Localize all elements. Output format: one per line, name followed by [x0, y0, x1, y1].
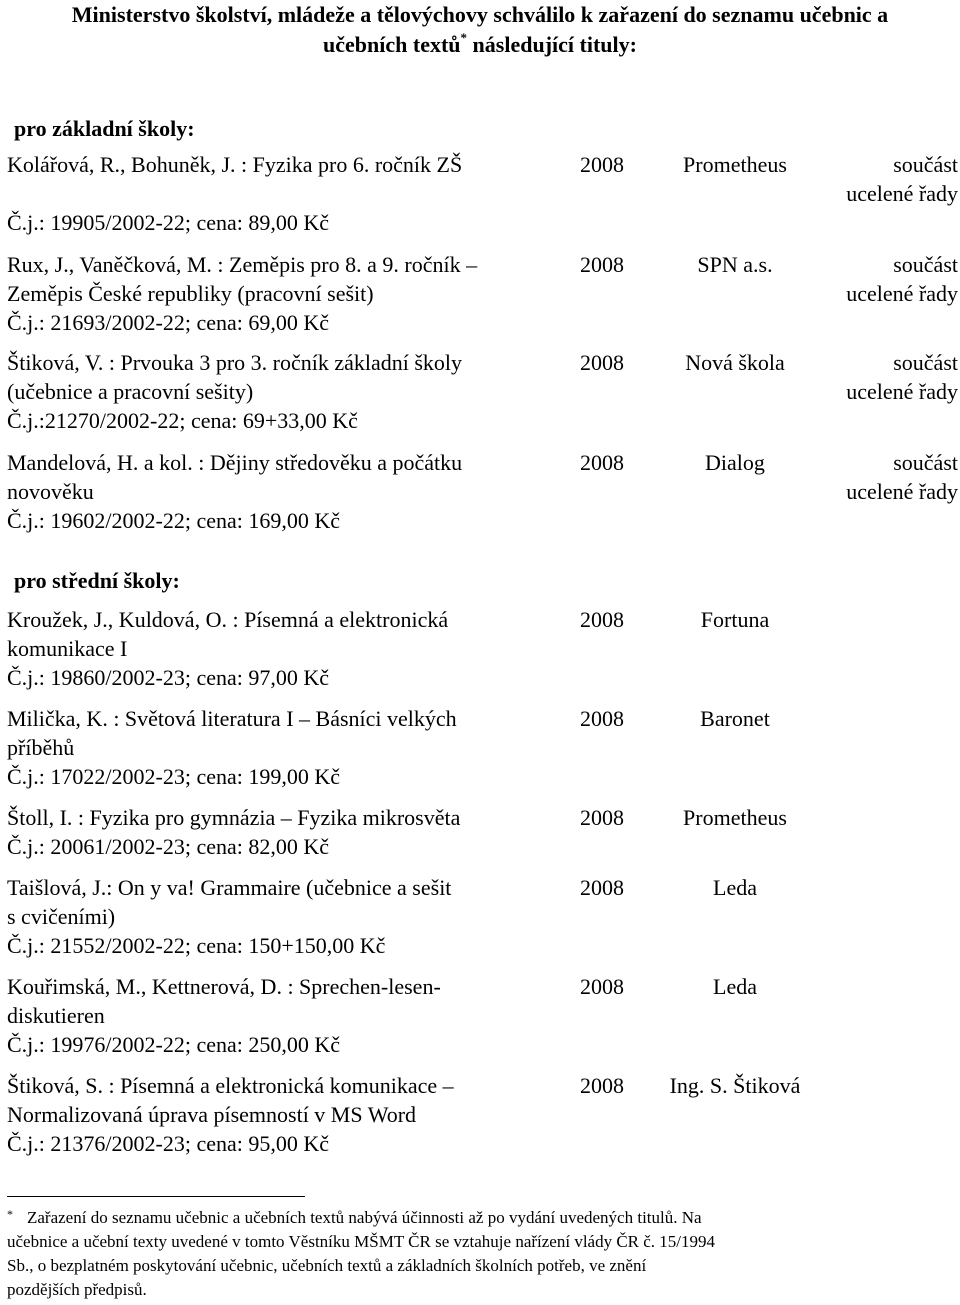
book-title-line: příběhů	[7, 735, 75, 760]
book-year: 2008	[580, 1073, 624, 1098]
footnote-mark: *	[7, 1207, 13, 1221]
book-year: 2008	[580, 252, 624, 277]
book-publisher: Leda	[713, 974, 757, 999]
book-title-line: Rux, J., Vaněčková, M. : Zeměpis pro 8. a 9. ročník –	[7, 252, 478, 277]
book-note-line: ucelené řady	[846, 181, 958, 206]
footnote-separator	[7, 1196, 305, 1197]
footnote-line	[7, 1206, 937, 1230]
book-publisher: Leda	[713, 875, 757, 900]
book-year: 2008	[580, 152, 624, 177]
book-title-line: Štiková, V. : Prvouka 3 pro 3. ročník základní školy	[7, 350, 463, 375]
book-publisher: SPN a.s.	[697, 252, 773, 277]
book-title-line: Štiková, S. : Písemná a elektronická komunikace –	[7, 1073, 454, 1098]
book-title-line: novověku	[7, 479, 94, 504]
book-note-line: ucelené řady	[846, 479, 958, 504]
section-secondary-schools: pro střední školy:	[14, 568, 180, 593]
book-title-line: Kroužek, J., Kuldová, O. : Písemná a elektronická	[7, 607, 449, 632]
footnote	[7, 1206, 937, 1302]
book-year: 2008	[580, 875, 624, 900]
book-note-line: součást	[893, 252, 958, 277]
book-title-line: Taišlová, J.: On y va! Grammaire (učebnice a sešit	[7, 875, 452, 900]
book-reference-line: Č.j.: 20061/2002-23; cena: 82,00 Kč	[7, 834, 330, 859]
book-title-line: Kouřimská, M., Kettnerová, D. : Sprechen-lesen-	[7, 974, 441, 999]
book-reference-line: Č.j.:21270/2002-22; cena: 69+33,00 Kč	[7, 408, 358, 433]
book-reference-line: Č.j.: 19976/2002-22; cena: 250,00 Kč	[7, 1032, 341, 1057]
book-year: 2008	[580, 450, 624, 475]
heading-line-2	[0, 30, 960, 60]
book-year: 2008	[580, 974, 624, 999]
book-title-line: Mandelová, H. a kol. : Dějiny středověku a počátku	[7, 450, 463, 475]
book-title-line: diskutieren	[7, 1003, 105, 1028]
book-year: 2008	[580, 706, 624, 731]
book-title-line: s cvičeními)	[7, 904, 116, 929]
book-note-line: ucelené řady	[846, 281, 958, 306]
footnote-line: pozdějších předpisů.	[7, 1280, 147, 1299]
document-heading	[0, 0, 960, 60]
book-note-line: součást	[893, 350, 958, 375]
book-reference-line: Č.j.: 21376/2002-23; cena: 95,00 Kč	[7, 1131, 330, 1156]
book-note-line: součást	[893, 152, 958, 177]
book-title-line: Normalizovaná úprava písemností v MS Word	[7, 1102, 417, 1127]
book-year: 2008	[580, 607, 624, 632]
book-title-line: Štoll, I. : Fyzika pro gymnázia – Fyzika mikrosvěta	[7, 805, 461, 830]
heading-line-2-text: učebních textů	[323, 32, 461, 57]
book-reference-line: Č.j.: 19860/2002-23; cena: 97,00 Kč	[7, 665, 330, 690]
book-reference-line: Č.j.: 21693/2002-22; cena: 69,00 Kč	[7, 310, 330, 335]
book-title-line: komunikace I	[7, 636, 128, 661]
book-year: 2008	[580, 350, 624, 375]
heading-line-2-end: následující tituly:	[467, 32, 637, 57]
book-publisher: Baronet	[700, 706, 770, 731]
section-basic-schools: pro základní školy:	[14, 116, 195, 141]
book-publisher: Prometheus	[683, 152, 787, 177]
book-publisher: Prometheus	[683, 805, 787, 830]
book-year: 2008	[580, 805, 624, 830]
book-title-line: Zeměpis České republiky (pracovní sešit)	[7, 281, 374, 306]
footnote-text: Zařazení do seznamu učebnic a učebních textů nabývá účinnosti až po vydání uvedených titulů. Na	[27, 1208, 702, 1227]
book-reference-line: Č.j.: 19905/2002-22; cena: 89,00 Kč	[7, 210, 330, 235]
book-reference-line: Č.j.: 21552/2002-22; cena: 150+150,00 Kč	[7, 933, 386, 958]
footnote-line: Sb., o bezplatném poskytování učebnic, učebních textů a základních školních potřeb, ve znění	[7, 1256, 647, 1275]
book-publisher: Fortuna	[700, 607, 770, 632]
book-title-line: (učebnice a pracovní sešity)	[7, 379, 254, 404]
heading-line-1: Ministerstvo školství, mládeže a tělovýchovy schválilo k zařazení do seznamu učebnic a	[71, 2, 889, 27]
book-note-line: ucelené řady	[846, 379, 958, 404]
book-reference-line: Č.j.: 17022/2002-23; cena: 199,00 Kč	[7, 764, 341, 789]
book-title-line: Milička, K. : Světová literatura I – Básníci velkých	[7, 706, 457, 731]
book-publisher: Nová škola	[685, 350, 785, 375]
book-title-line: Kolářová, R., Bohuněk, J. : Fyzika pro 6. ročník ZŠ	[7, 152, 463, 177]
book-reference-line: Č.j.: 19602/2002-22; cena: 169,00 Kč	[7, 508, 341, 533]
book-note-line: součást	[893, 450, 958, 475]
footnote-line: učebnice a učební texty uvedené v tomto Věstníku MŠMT ČR se vztahuje nařízení vlády ČR č. 15/1994	[7, 1232, 716, 1251]
book-publisher: Dialog	[705, 450, 765, 475]
footnote-reference-mark: *	[460, 29, 468, 45]
book-publisher: Ing. S. Štiková	[669, 1073, 801, 1098]
